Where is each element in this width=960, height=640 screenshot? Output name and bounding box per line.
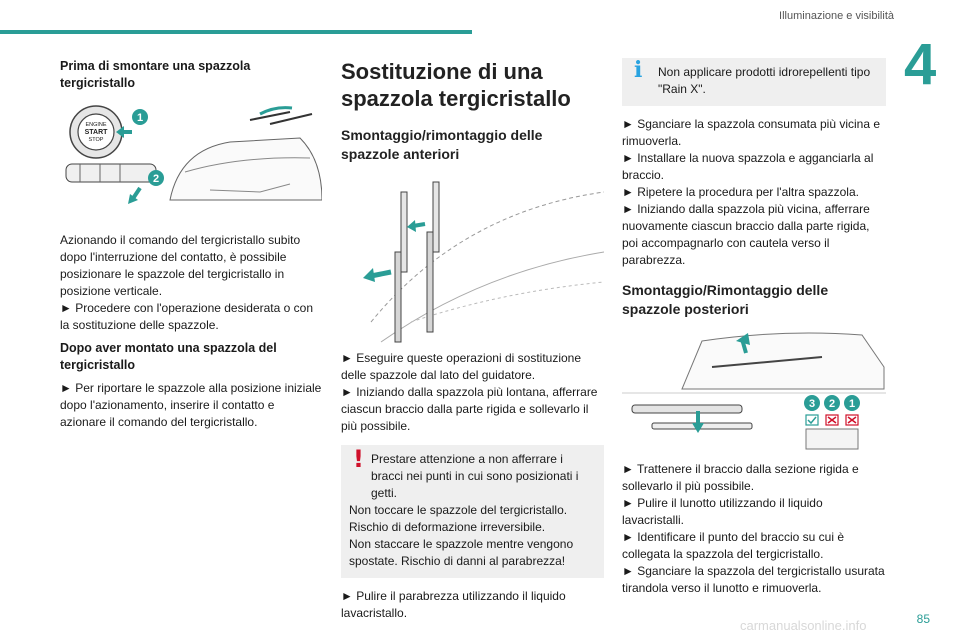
step-driver-side: ► Eseguire queste operazioni di sostituzione delle spazzole dal lato del guidatore. [341,351,582,382]
step-clean-rear: ► Pulire il lunotto utilizzando il liquido lavacristalli. [622,496,823,527]
rear-wiper-illustration [622,327,886,453]
step-remove-rear: ► Sganciare la spazzola del tergicristallo usurata tirandola verso il lunotto e rimuoverla. [622,564,885,595]
paragraph-control: Azionando il comando del tergicristallo subito dopo l'interruzione del contatto, è possibile posizionare le spazzole del tergicristallo in posizione verticale. [60,233,301,298]
section-title: Illuminazione e visibilità [779,10,894,22]
warning-line-3: Non staccare le spazzole mentre vengono spostate. Rischio di danni al parabrezza! [349,537,574,568]
step-identify: ► Identificare il punto del braccio su cui è collegata la spazzola del tergicristallo. [622,530,844,561]
wiper-arm-far-icon [427,232,433,332]
column-1 [60,58,322,431]
step-proceed: ► Procedere con l'operazione desiderata o con la sostituzione delle spazzole. [60,301,313,332]
watermark: carmanualsonline.info [740,618,867,633]
step-restore: ► Per riportare le spazzole alla posizione iniziale dopo l'azionamento, inserire il contatto e azionare il comando del tergicristallo. [60,381,322,429]
step-clean-windscreen: ► Pulire il parabrezza utilizzando il liquido lavacristallo. [341,589,566,620]
wiper-blade-near-icon [401,192,407,272]
info-text: Non applicare prodotti idrorepellenti tipo "Rain X". [658,65,871,96]
subheading-front-wipers: Smontaggio/rimontaggio delle spazzole anteriori [341,127,543,162]
step-return-arms: ► Iniziando dalla spazzola più vicina, afferrare nuovamente ciascun braccio dalla parte rigida, poi accompagnarlo con cautela verso il parabrezza. [622,202,870,267]
warning-line-1: Prestare attenzione a non afferrare i bracci nei punti in cui sono posizionati i getti. [371,452,579,500]
heading-before-removal: Prima di smontare una spazzola tergicristallo [60,59,251,90]
warning-line-2: Non toccare le spazzole del tergicristallo. Rischio di deformazione irreversibile. [349,503,568,534]
clip-position-icons [806,429,858,449]
step-install: ► Installare la nuova spazzola e agganciarla al braccio. [622,151,874,182]
page-number: 85 [916,612,930,626]
button-text-engine: ENGINE [85,122,107,128]
column-3 [622,58,886,597]
header-accent-bar [0,30,472,34]
step-repeat: ► Ripetere la procedura per l'altra spazzola. [622,185,859,199]
svg-text:3: 3 [808,398,816,410]
step-lift-arms: ► Iniziando dalla spazzola più lontana, afferrare ciascun braccio dalla parte rigida e sollevarlo il più possibile. [341,385,598,433]
wiper-arm-near-icon [395,252,401,342]
step-unhook: ► Sganciare la spazzola consumata più vicina e rimuoverla. [622,117,881,148]
svg-text:2: 2 [828,398,836,410]
info-box [622,58,886,106]
svg-text:1: 1 [136,112,144,124]
heading-after-mounting: Dopo aver montato una spazzola del tergicristallo [60,341,277,372]
button-text-start: START [84,129,108,136]
warning-icon: ! [353,445,364,473]
rear-blade-icon [632,405,742,413]
subheading-rear-wipers: Smontaggio/Rimontaggio delle spazzole posteriori [622,282,829,317]
chapter-number: 4 [904,32,937,97]
check-icon [806,415,818,425]
front-wiper-illustration [341,172,604,344]
page-title: Sostituzione di una spazzola tergicristallo [341,59,571,111]
column-2 [341,58,604,622]
svg-text:1: 1 [848,398,856,410]
wiper-control-illustration [60,100,322,218]
button-text-stop: STOP [88,137,104,143]
info-icon: i [634,57,643,83]
wiper-blade-far-icon [433,182,439,252]
warning-box [341,445,604,578]
svg-text:2: 2 [152,173,160,185]
step-hold-arm: ► Trattenere il braccio dalla sezione rigida e sollevarlo il più possibile. [622,462,859,493]
